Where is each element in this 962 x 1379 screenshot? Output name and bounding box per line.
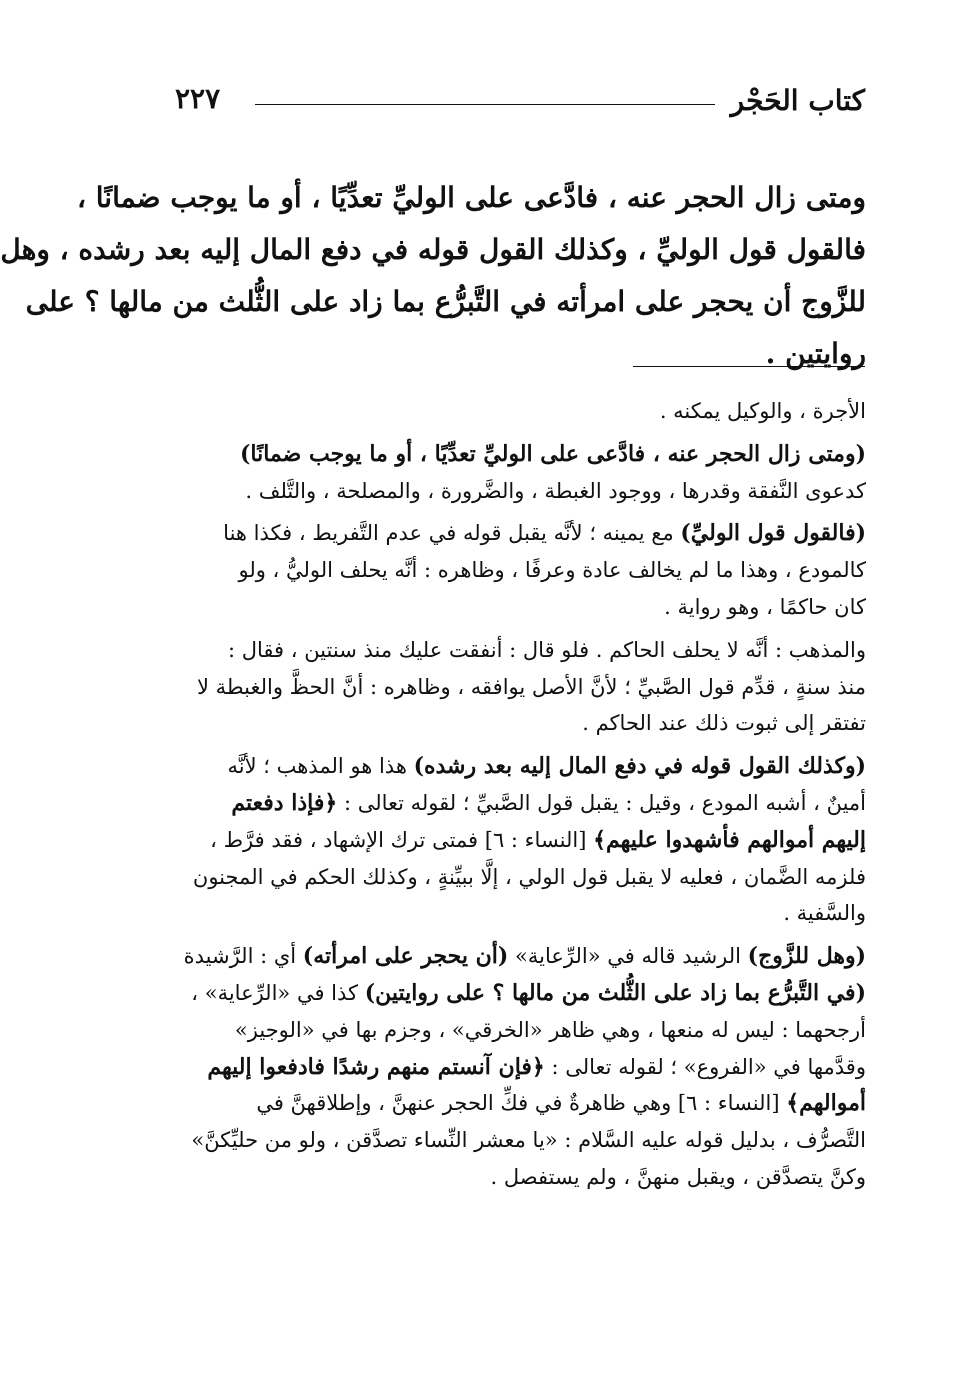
commentary-line: التَّصرُّف ، بدليل قوله عليه السَّلام : «يا معشر النِّساء تصدَّقن ، ولو من حليِّكنَّ» <box>191 1128 866 1153</box>
quoted-matn: (وهل للزَّوج) <box>747 943 866 970</box>
commentary-line: كدعوى النَّفقة وقدرها ، ووجود الغبطة ، والضَّرورة ، والمصلحة ، والتَّلف . <box>245 478 866 503</box>
commentary-line <box>118 1049 866 1086</box>
commentary-paragraph <box>118 748 866 932</box>
book-title: كتاب الحَجْر <box>730 84 865 117</box>
main-text-line: روايتين . <box>765 337 866 370</box>
commentary-text: مع يمينه ؛ لأنَّه يقبل قوله في عدم التَّفريط ، فكذا هنا <box>223 521 681 546</box>
quran-verse: إليهم أموالهم فأشهدوا عليهم﴾ <box>593 826 866 853</box>
commentary-line <box>118 975 866 1012</box>
commentary-text: أمينٌ ، أشبه المودع ، وقيل : يقبل قول الصَّبيِّ ؛ لقوله تعالى : <box>337 790 866 815</box>
commentary-paragraph <box>118 632 866 742</box>
main-text-line: للزَّوج أن يحجر على امرأته في التَّبرُّع بما زاد على الثُّلث من مالها ؟ على <box>25 285 866 318</box>
commentary-line <box>118 515 866 552</box>
main-text-line: ومتى زال الحجر عنه ، فادَّعى على الوليِّ تعدِّيًا ، أو ما يوجب ضمانًا ، <box>76 181 866 214</box>
page-header <box>175 82 865 126</box>
commentary-text: [النساء : ٦] فمتى ترك الإشهاد ، فقد فرَّط ، <box>210 827 594 852</box>
main-text-line: فالقول قول الوليِّ ، وكذلك القول قوله في دفع المال إليه بعد رشده ، وهل <box>0 233 866 266</box>
commentary-line: فلزمه الضَّمان ، فعليه لا يقبل قول الولي ، إلَّا ببيِّنةٍ ، وكذلك الحكم في المجنون <box>192 864 866 889</box>
quoted-matn: (فالقول قول الوليِّ) <box>680 520 866 547</box>
commentary-line: أرجحهما : ليس له منعها ، وهي ظاهر «الخرقي» ، وجزم بها في «الوجيز» <box>234 1017 866 1042</box>
commentary-line: الأجرة ، والوكيل يمكنه . <box>659 399 866 423</box>
header-rule <box>255 104 715 105</box>
commentary <box>118 393 866 1202</box>
commentary-text: أي : الرَّشيدة <box>183 944 303 969</box>
commentary-line <box>118 785 866 822</box>
commentary-line: والسَّفية . <box>783 901 866 926</box>
quran-verse: أموالهم﴾ <box>786 1090 866 1117</box>
commentary-line: وكنَّ يتصدَّقن ، ويقبل منهنَّ ، ولم يستفصل . <box>490 1164 866 1189</box>
quran-verse: ﴿فإذا دفعتم <box>231 789 338 816</box>
quran-verse: ﴿فإن آنستم منهم رشدًا فادفعوا إليهم <box>207 1053 545 1080</box>
commentary-line <box>118 822 866 859</box>
commentary-line: كالمودع ، وهذا ما لم يخالف عادة وعرفًا ، وظاهره : أنَّه يحلف الوليُّ ، ولو <box>238 558 866 583</box>
commentary-paragraph <box>118 393 866 430</box>
commentary-text: كذا في «الرِّعاية» ، <box>191 980 365 1005</box>
quoted-matn: (وكذلك القول قوله في دفع المال إليه بعد رشده) <box>413 753 866 780</box>
quoted-matn: (ومتى زال الحجر عنه ، فادَّعى على الوليِّ تعدِّيًا ، أو ما يوجب ضمانًا) <box>239 440 866 467</box>
commentary-line <box>118 748 866 785</box>
section-separator <box>633 366 865 367</box>
commentary-line: تفتقر إلى ثبوت ذلك عند الحاكم . <box>582 711 866 736</box>
commentary-paragraph <box>118 515 866 625</box>
quoted-matn: (أن يحجر على امرأته) <box>302 943 509 970</box>
page-number: ٢٢٧ <box>175 82 221 115</box>
commentary-line: منذ سنةٍ ، قدِّم قول الصَّبيِّ ؛ لأنَّ الأصل يوافقه ، وظاهره : أنَّ الحظَّ والغبطة لا <box>197 674 866 699</box>
commentary-line: والمذهب : أنَّه لا يحلف الحاكم . فلو قال : أنفقت عليك منذ سنتين ، فقال : <box>228 637 866 662</box>
commentary-text: [النساء : ٦] وهي ظاهرةٌ في فكِّ الحجر عنهنَّ ، وإطلاقهنَّ في <box>256 1091 787 1116</box>
commentary-line: كان حاكمًا ، وهو رواية . <box>664 594 866 619</box>
commentary-text: وقدَّمها في «الفروع» ؛ لقوله تعالى : <box>544 1054 866 1079</box>
commentary-line <box>118 1085 866 1122</box>
commentary-paragraph <box>118 436 866 510</box>
quoted-matn: (في التَّبرُّع بما زاد على الثُّلث من مالها ؟ على روايتين) <box>364 979 866 1006</box>
commentary-text: الرشيد قاله في «الرِّعاية» <box>508 944 748 969</box>
commentary-line <box>118 938 866 975</box>
commentary-paragraph <box>118 938 866 1196</box>
main-text <box>0 172 866 380</box>
commentary-text: هذا هو المذهب ؛ لأنَّه <box>227 754 414 779</box>
